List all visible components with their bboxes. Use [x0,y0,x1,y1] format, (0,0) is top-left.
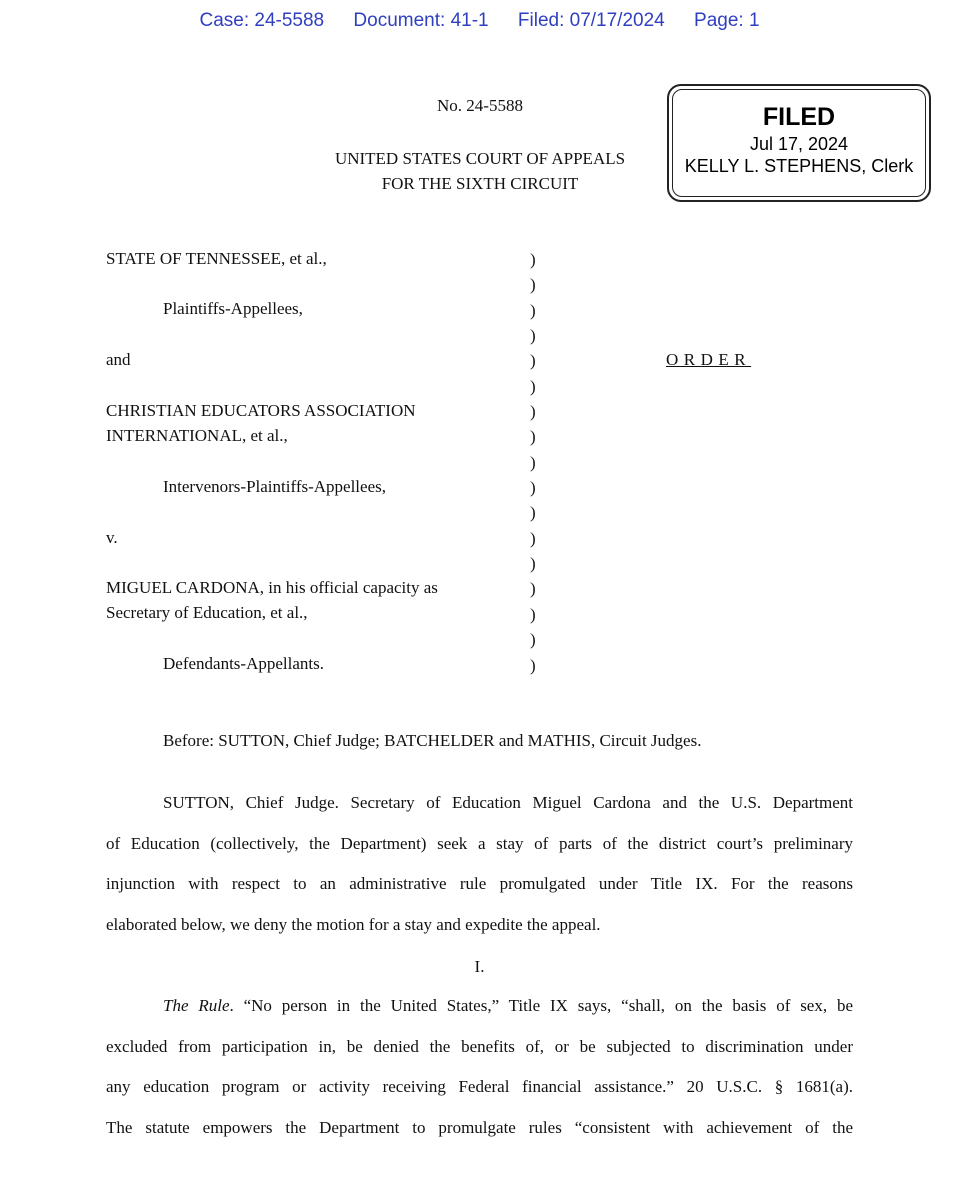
stamp-clerk: KELLY L. STEPHENS, Clerk [684,156,914,176]
opinion-paragraph-2 [106,986,853,1148]
paragraph-text: SUTTON, Chief Judge. Secretary of Education Miguel Cardona and the U.S. Department [163,793,853,812]
order-title: ORDER [666,350,752,369]
filed-stamp [667,84,931,202]
paragraph-line: injunction with respect to an administrative rule promulgated under Title IX. For the reasons [106,874,853,894]
filed-date: Filed: 07/17/2024 [517,10,665,31]
paren: ) [530,604,536,624]
paragraph-lead-italic: The Rule [163,996,230,1015]
paragraph-line: any education program or activity receiving Federal financial assistance.” 20 U.S.C. § 1681(a). [106,1077,853,1097]
paren: ) [530,579,536,599]
paren: ) [530,300,536,320]
party-cardona-line1: MIGUEL CARDONA, in his official capacity as [106,578,438,597]
page-number: Page: 1 [694,10,760,31]
paren: ) [530,630,536,650]
caption-versus: v. [106,528,118,547]
section-heading: I. [474,957,485,976]
court-name [300,146,660,196]
paragraph-text: . “No person in the United States,” Title IX says, “shall, on the basis of sex, be [229,996,853,1015]
document-number: Document: 41-1 [353,10,489,31]
paragraph-line: of Education (collectively, the Department) seek a stay of parts of the district court’s preliminary [106,833,853,853]
paren: ) [530,250,536,269]
paren: ) [530,275,536,295]
party-cardona-line2: Secretary of Education, et al., [106,603,308,622]
caption-parentheses [530,247,544,678]
paren: ) [530,528,536,548]
party-tennessee-role: Plaintiffs-Appellees, [163,299,303,318]
panel-before-line: Before: SUTTON, Chief Judge; BATCHELDER and MATHIS, Circuit Judges. [163,731,702,750]
paren: ) [530,503,536,523]
paren: ) [530,427,536,447]
case-number: Case: 24-5588 [199,10,325,31]
party-cea-line1: CHRISTIAN EDUCATORS ASSOCIATION [106,401,416,420]
paragraph-line: The statute empowers the Department to promulgate rules “consistent with achievement of the [106,1117,853,1137]
paragraph-line: excluded from participation in, be denied the benefits of, or be subjected to discrimination under [106,1036,853,1056]
docket-number: No. 24-5588 [437,96,523,115]
paragraph-line [106,783,853,824]
opinion-paragraph-1 [106,783,853,945]
court-name-line1: UNITED STATES COURT OF APPEALS [334,149,626,168]
filed-stamp-inner [672,89,926,197]
paren: ) [530,478,536,498]
paren: ) [530,326,536,346]
paragraph-line: elaborated below, we deny the motion for a stay and expedite the appeal. [106,914,601,934]
paragraph-line [106,986,853,1027]
paren: ) [530,655,536,675]
case-header [0,10,959,32]
party-tennessee: STATE OF TENNESSEE, et al., [106,249,327,268]
party-cea-line2: INTERNATIONAL, et al., [106,426,288,445]
paren: ) [530,402,536,422]
paren: ) [530,452,536,472]
paren: ) [530,351,536,371]
party-cea-role: Intervenors-Plaintiffs-Appellees, [163,477,386,496]
paren: ) [530,554,536,574]
stamp-date: Jul 17, 2024 [749,134,849,154]
stamp-title: FILED [762,103,836,131]
caption-and: and [106,350,131,369]
party-cardona-role: Defendants-Appellants. [163,654,324,673]
court-name-line2: FOR THE SIXTH CIRCUIT [381,174,579,193]
paren: ) [530,376,536,396]
